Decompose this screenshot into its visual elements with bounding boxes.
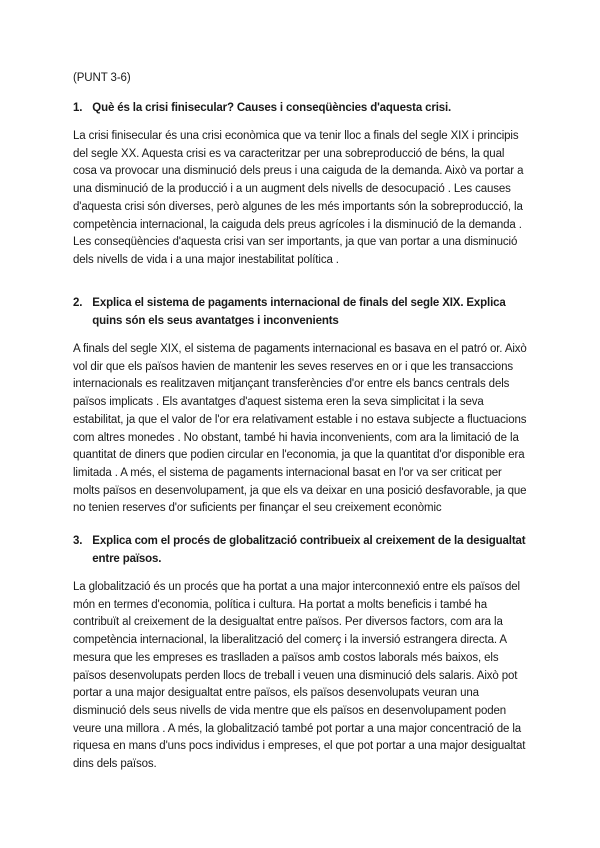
question-heading-2 xyxy=(73,294,527,330)
answer-paragraph-3: La globalització és un procés que ha portat a una major interconnexió entre els països del món en termes d'economia, política i cultura. Ha portat a molts beneficis i també ha contribuït al creixement de la desigualtat entre països. Per diversos factors, com ara la competència internacional, la liberalització del comerç i la inversió estrangera directa. A mesura que les empreses es traslladen a països amb costos laborals més baixos, els països desenvolupats perden llocs de treball i veuen una disminució dels salaris. Això pot portar a una major desigualtat entre països, els països desenvolupats veuran una disminució dels seus nivells de vida mentre que els països en desenvolupament poden veure una millora . A més, la globalització també pot portar a una major concentració de la riquesa en mans d'uns pocs individus i empreses, el que pot portar a una major desigualtat dins dels països. xyxy=(73,581,526,771)
question-section-2 xyxy=(73,294,527,518)
answer-paragraph-2: A finals del segle XIX, el sistema de pagaments internacional es basava en el patró or. Això vol dir que els països havien de mantenir les seves reserves en or i que les transaccions internacionals es realitzaven mitjançant transferències d'or entre els bancs centrals dels països implicats . Els avantatges d'aquest sistema eren la seva simplicitat i la seva estabilitat, ja que el valor de l'or era relativament estable i no estava subjecte a fluctuacions com altres monedes . No obstant, també hi havia inconvenients, com ara la limitació de la quantitat de diners que podien circular en l'economia, ja que la quantitat d'or disponible era limitada . A més, el sistema de pagaments internacional basat en l'or va ser criticat per molts països en desenvolupament, ja que els va deixar en una posició desfavorable, ja que no tenien reserves d'or suficients per finançar el seu creixement econòmic xyxy=(73,343,527,515)
question-section-3 xyxy=(73,532,527,774)
question-title-2: Explica el sistema de pagaments internacional de finals del segle XIX. Explica quins són els seus avantatges i inconvenients xyxy=(92,297,506,327)
question-heading-3 xyxy=(73,532,527,568)
answer-paragraph-1: La crisi finisecular és una crisi econòmica que va tenir lloc a finals del segle XIX i principis del segle XX. Aquesta crisi es va caracteritzar per una sobreproducció de béns, la qual cosa va provocar una disminució dels preus i una caiguda de la demanda. Això va portar a una disminució de la producció i a un augment dels nivells de desocupació . Les causes d'aquesta crisi són diverses, però algunes de les més importants són la sobreproducció, la competència internacional, la caiguda dels preus agrícoles i la disminució de la demanda . Les conseqüències d'aquesta crisi van ser importants, ja que van portar a una disminució dels nivells de vida i a una major inestabilitat política . xyxy=(73,130,524,266)
question-heading-1 xyxy=(73,99,527,117)
question-number-2: 2. xyxy=(73,297,83,309)
question-number-1: 1. xyxy=(73,102,83,114)
question-title-3: Explica com el procés de globalització contribueix al creixement de la desigualtat entre països. xyxy=(92,535,526,565)
question-number-3: 3. xyxy=(73,535,83,547)
point-range-label: (PUNT 3-6) xyxy=(73,72,131,84)
question-title-1: Què és la crisi finisecular? Causes i conseqüències d'aquesta crisi. xyxy=(92,102,452,114)
question-section-1 xyxy=(73,99,527,270)
